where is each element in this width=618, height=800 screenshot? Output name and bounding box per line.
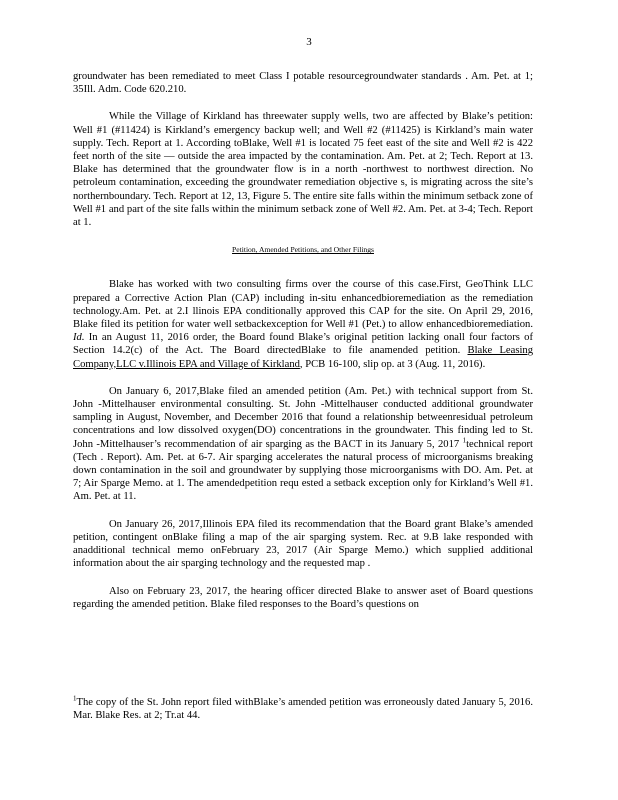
footnote-text: The copy of the St. John report filed withBlake’s amended petition was erroneously dated January 5, 2016. Mar. Blake Res. at 2; Tr.at 44.: [73, 697, 533, 722]
footnote-mark: 1: [73, 694, 77, 703]
paragraph-1: groundwater has been remediated to meet Class I potable resourcegroundwater standards . Am. Pet. at 1; 35Ill. Adm. Code 620.210.: [73, 71, 533, 96]
p3-id-cite: Id.: [73, 332, 85, 344]
footnote-ref: 1: [462, 436, 467, 445]
paragraph-3: [73, 278, 533, 370]
p4-text-a: On January 6, 2017,Blake filed an amended petition (Am. Pet.) with technical support from St. John -Mittelhauser environmental consulting. St. John -Mittelhauser conducted additional groundwater sampling in August, November, and December 2016 that found a relationship betweenresidual petroleum concentrations and low dissolved oxygen(DO) concentrations in the groundwater. This finding led to St. John -Mittelhauser’s recommendation of air sparging as the BACT in its January 5, 2017: [73, 385, 533, 450]
section-heading-text: Petition, Amended Petitions, and Other Filings: [232, 245, 374, 255]
p3-text-a: Blake has worked with two consulting firms over the course of this case.First, GeoThink LLC prepared a Corrective Action Plan (CAP) including in-situ enhancedbioremediation as the remediation technology.Am. Pet. at 2.I llinois EPA conditionally approved this CAP for the site. On April 29, 2016, Blake filed its petition for water well setbackexception for Well #1 (Pet.) to allow enhancedbioremediation.: [73, 279, 533, 331]
paragraph-2: While the Village of Kirkland has threewater supply wells, two are affected by Blake’s petition: Well #1 (#11424) is Kirkland’s emergency backup well; and Well #2 (#11425) is Kirkland’s main water supply. Tech. Report at 1. According toBlake, Well #1 is located 75 feet east of the site and Well #2 is 422 feet north of the site — outside the area impacted by the contamination. Am. Pet. at 2; Tech. Report at 13. Blake has determined that the groundwater flow is in a north -northwest to northwest direction. No petroleum contamination, exceeding the groundwater remediation objective s, is migrating across the site’s northernboundary. Tech. Report at 12, 13, Figure 5. The entire site falls within the minimum setback zone of Well #1 and part of the site falls within the minimum setback zone of Well #2. Am. Pet. at 3-4; Tech. Report at 1.: [73, 111, 533, 229]
paragraph-6: Also on February 23, 2017, the hearing officer directed Blake to answer aset of Board questions regarding the amended petition. Blake filed responses to the Board’s questions on: [73, 585, 533, 610]
document-body: [73, 70, 533, 625]
page-number: 3: [306, 36, 312, 48]
p3-case-cite: , PCB 16-100, slip op. at 3 (Aug. 11, 2016).: [299, 358, 486, 370]
p4-text-b: technical report (Tech . Report). Am. Pet. at 6-7. Air sparging accelerates the natural process of microorganisms breaking down contamination in the soil and groundwater by supplying those microorganisms with DO. Am. Pet. at 7; Air Sparge Memo. at 1. The amendedpetition requ ested a setback exception only for Kirkland’s Well #1. Am. Pet. at 11.: [73, 438, 533, 503]
section-heading: [73, 243, 533, 256]
paragraph-4: [73, 385, 533, 504]
paragraph-5: On January 26, 2017,Illinois EPA filed its recommendation that the Board grant Blake’s amended petition, contingent onBlake filing a map of the air sparging system. Rec. at 9.B lake responded with anadditional technical memo onFebruary 23, 2017 (Air Sparge Memo.) which supplied additional information about the air sparging technology and the requested map .: [73, 518, 533, 570]
p3-case-name: Blake Leasing Company,LLC v.Illinois EPA and Village of Kirkland: [73, 345, 533, 370]
p3-text-b: In an August 11, 2016 order, the Board found Blake’s original petition lacking onall four factors of Section 14.2(c) of the Act. The Board directedBlake to file anamended petition.: [73, 332, 533, 357]
footnote: [73, 696, 533, 722]
